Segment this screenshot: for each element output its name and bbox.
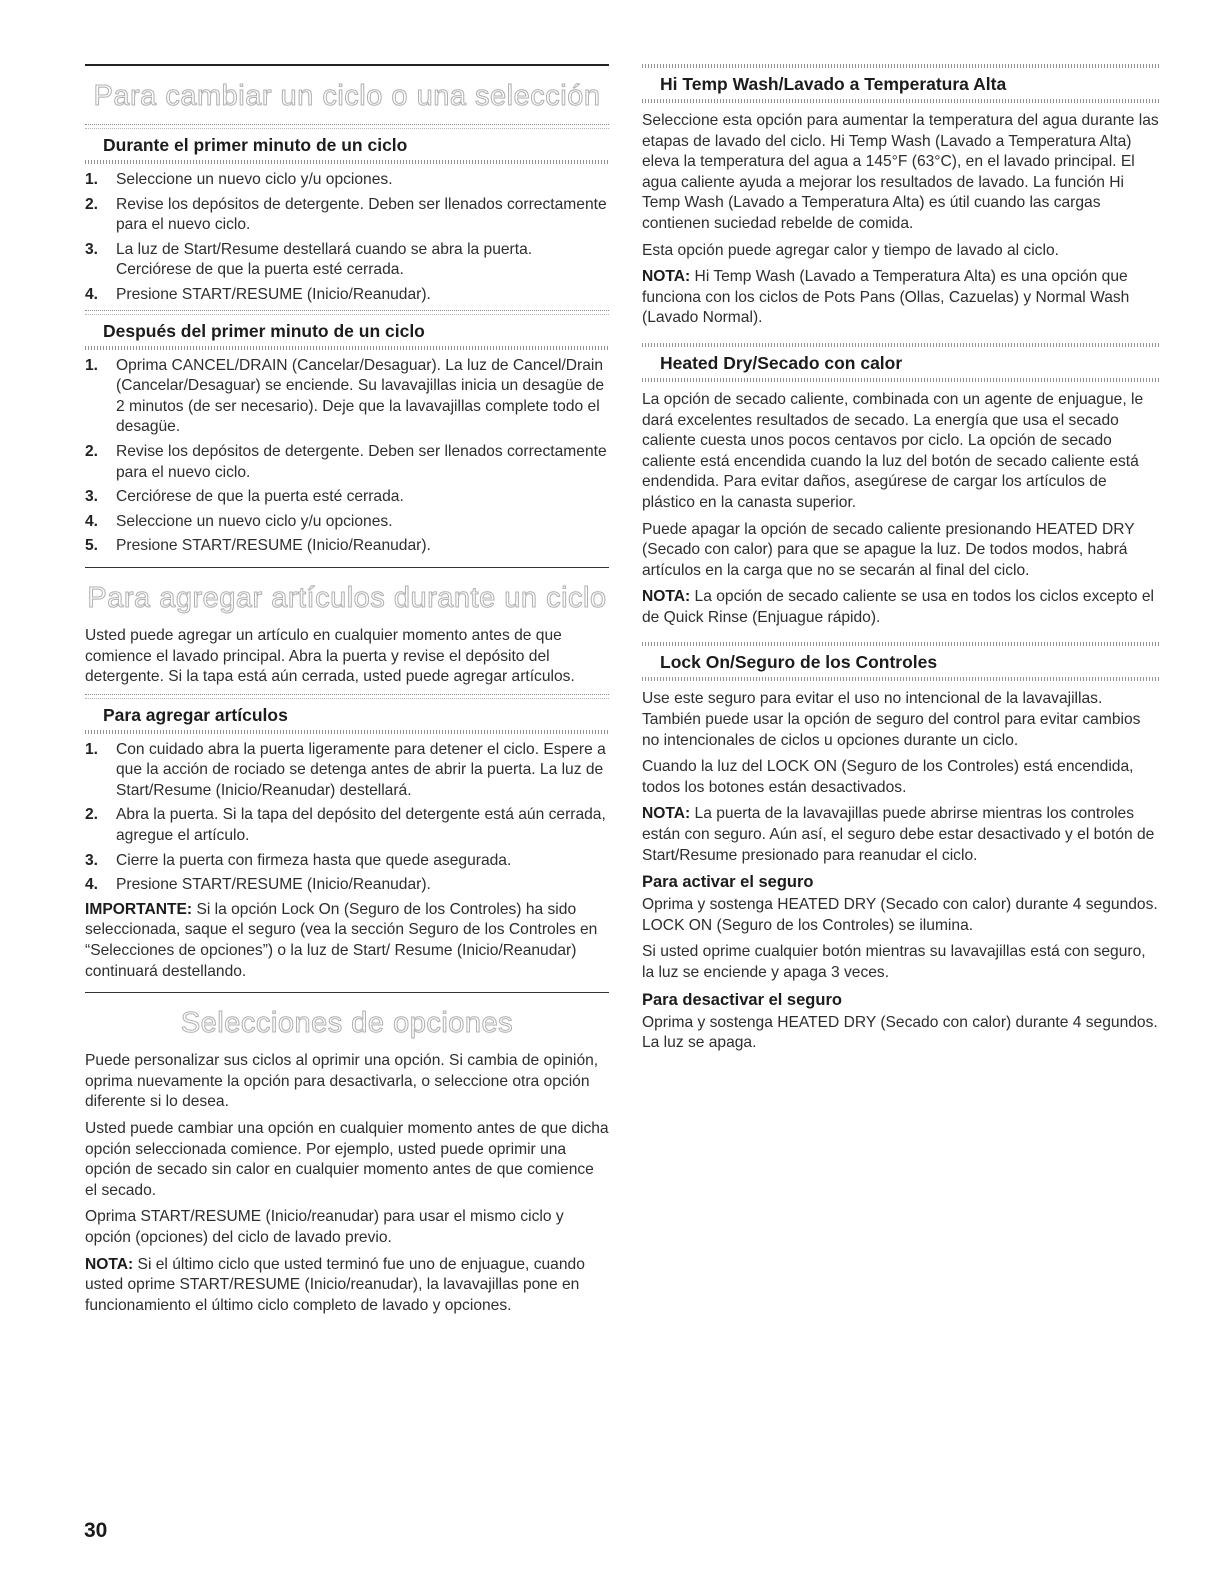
divider-hatched <box>642 64 1160 68</box>
activate-paragraph-1: Oprima y sostenga HEATED DRY (Secado con calor) durante 4 segundos. LOCK ON (Seguro de los Controles) se ilumina. <box>642 896 1158 934</box>
divider-hatched <box>85 730 609 734</box>
subheading-add-items: Para agregar artículos <box>103 704 288 725</box>
lock-paragraph-1: Use este seguro para evitar el uso no intencional de la lavavajillas. También puede usar la opción de seguro del control para evitar cambios no intencionales de ciclos u opciones durante un ciclo. <box>642 690 1141 749</box>
important-note: IMPORTANTE: Si la opción Lock On (Seguro de los Controles) ha sido seleccionada, saque el seguro (vea la sección Seguro de los Controles en “Selecciones de opciones”) o la luz de Start/ Resume (Inicio/Reanudar) continuará destellando. <box>85 900 598 980</box>
hi-temp-note: NOTA: Hi Temp Wash (Lavado a Temperatura Alta) es una opción que funciona con los ciclos de Pots Pans (Ollas, Cazuelas) y Normal Wash (Lavado Normal). <box>642 268 1130 327</box>
section-divider <box>85 992 609 993</box>
hi-temp-paragraph-1: Seleccione esta opción para aumentar la temperatura del agua durante las etapas de lavado del ciclo. Hi Temp Wash (Lavado a Temperatura Alta) eleva la temperatura del agua a 145°F (63°C), en el lavado principal. El agua caliente ayuda a mejorar los resultados de lavado. La función Hi Temp Wash (Lavado a Temperatura Alta) es útil cuando las cargas contienen suciedad rebelde de comida. <box>642 112 1159 232</box>
options-note: NOTA: Si el último ciclo que usted terminó fue uno de enjuague, cuando usted oprime START/RESUME (Inicio/reanudar), la lavavajillas pone en funcionamiento el último ciclo completo de lavado y opciones. <box>85 1255 585 1314</box>
heated-dry-paragraph-2: Puede apagar la opción de secado caliente presionando HEATED DRY (Secado con calor) para que se apague la luz. De todos modos, habrá artículos en la carga que no se secarán al final del ciclo. <box>642 520 1135 579</box>
steps-after-first-minute <box>85 356 609 557</box>
divider-dotted <box>85 124 609 129</box>
heated-dry-note: NOTA: La opción de secado caliente se usa en todos los ciclos excepto el de Quick Rinse (Enjuague rápido). <box>642 588 1154 626</box>
options-paragraph-1: Puede personalizar sus ciclos al oprimir una opción. Si cambia de opinión, oprima nuevamente la opción para desactivarla, o seleccione otra opción diferente si lo desea. <box>85 1052 599 1111</box>
divider-dotted <box>85 694 609 699</box>
lock-note: NOTA: La puerta de la lavavajillas puede abrirse mientras los controles están con seguro. Aún así, el seguro debe estar desactivado y el botón de Start/Resume presionado para reanudar el ciclo. <box>642 805 1155 864</box>
heading-activate-lock: Para activar el seguro <box>642 873 814 892</box>
section-title-option-selections: Selecciones de opciones <box>180 1007 514 1040</box>
left-column <box>85 64 609 1322</box>
subheading-first-minute: Durante el primer minuto de un ciclo <box>103 135 408 155</box>
list-item: 3. Cierre la puerta con firmeza hasta que quede asegurada. <box>85 851 512 869</box>
list-item: 4. Presione START/RESUME (Inicio/Reanudar). <box>85 876 431 894</box>
section-title-change-cycle: Para cambiar un ciclo o una selección <box>93 80 601 112</box>
page-number: 30 <box>84 1519 108 1542</box>
list-item: 2. Revise los depósitos de detergente. Deben ser llenados correctamente para el nuevo ciclo. <box>85 442 607 481</box>
divider-hatched <box>642 99 1160 103</box>
activate-paragraph-2: Si usted oprime cualquier botón mientras su lavavajillas está con seguro, la luz se enciende y apaga 3 veces. <box>642 943 1146 981</box>
section-divider <box>85 567 609 568</box>
subheading-after-first-minute: Después del primer minuto de un ciclo <box>103 320 425 341</box>
list-item: 1. Seleccione un nuevo ciclo y/u opciones. <box>85 171 393 188</box>
options-paragraph-2: Usted puede cambiar una opción en cualquier momento antes de que dicha opción seleccionada comience. Por ejemplo, usted puede oprimir una opción de secado sin calor en cualquier momento antes de que comience el secado. <box>85 1120 609 1199</box>
divider-hatched <box>642 343 1160 347</box>
list-item: 3. La luz de Start/Resume destellará cuando se abra la puerta. Cerciórese de que la puerta esté cerrada. <box>85 240 533 279</box>
heading-hi-temp-wash: Hi Temp Wash/Lavado a Temperatura Alta <box>660 74 1007 94</box>
options-paragraph-3: Oprima START/RESUME (Inicio/reanudar) para usar el mismo ciclo y opción (opciones) del ciclo de lavado previo. <box>85 1208 564 1246</box>
hi-temp-paragraph-2: Esta opción puede agregar calor y tiempo de lavado al ciclo. <box>642 241 1059 259</box>
divider-hatched <box>642 677 1160 681</box>
divider-hatched <box>642 378 1160 382</box>
list-item: 5. Presione START/RESUME (Inicio/Reanudar). <box>85 537 431 555</box>
divider-hatched <box>85 160 609 164</box>
list-item: 1. Oprima CANCEL/DRAIN (Cancelar/Desaguar). La luz de Cancel/Drain (Cancelar/Desaguar) se enciende. Su lavavajillas inicia un desagüe de 2 minutos (de ser necesario). Deje que la lavavajillas complete todo el desagüe. <box>85 356 605 436</box>
heading-lock-on: Lock On/Seguro de los Controles <box>660 652 938 673</box>
heated-dry-paragraph-1: La opción de secado caliente, combinada con un agente de enjuague, le dará excelentes resultados de secado. La energía que usa el secado caliente cuesta unos pocos centavos por ciclo. La opción de secado caliente está encendida cuando la luz del botón de secado caliente está endendida. Para evitar daños, asegúrese de cargar los artículos de plástico en la canasta superior. <box>642 390 1144 511</box>
steps-first-minute <box>85 170 609 306</box>
steps-add-items <box>85 740 609 896</box>
list-item: 3. Cerciórese de que la puerta esté cerrada. <box>85 488 404 506</box>
lock-paragraph-2: Cuando la luz del LOCK ON (Seguro de los Controles) está encendida, todos los botones están desactivados. <box>642 758 1134 796</box>
list-item: 1. Con cuidado abra la puerta ligeramente para detener el ciclo. Espere a que la acción de rociado se detenga antes de abrir la puerta. La luz de Start/Resume (Inicio/Reanudar) destellará. <box>85 740 606 799</box>
list-item: 4. Seleccione un nuevo ciclo y/u opciones. <box>85 512 393 530</box>
section-title-add-items: Para agregar artículos durante un ciclo <box>87 581 607 614</box>
heading-deactivate-lock: Para desactivar el seguro <box>642 990 842 1009</box>
add-items-intro: Usted puede agregar un artículo en cualquier momento antes de que comience el lavado principal. Abra la puerta y revise el depósito del detergente. Si la tapa está aún cerrada, usted puede agregar artículos. <box>85 626 575 686</box>
list-item: 2. Abra la puerta. Si la tapa del depósito del detergente está aún cerrada, agregue el artículo. <box>85 806 606 845</box>
heading-heated-dry: Heated Dry/Secado con calor <box>660 352 903 373</box>
list-item: 4. Presione START/RESUME (Inicio/Reanudar). <box>85 285 431 303</box>
deactivate-paragraph-1: Oprima y sostenga HEATED DRY (Secado con calor) durante 4 segundos. La luz se apaga. <box>642 1013 1158 1052</box>
top-rule <box>85 64 609 66</box>
divider-dotted <box>85 310 609 315</box>
divider-hatched <box>642 642 1160 646</box>
list-item: 2. Revise los depósitos de detergente. Deben ser llenados correctamente para el nuevo ciclo. <box>85 195 607 234</box>
right-column <box>642 64 1160 1060</box>
divider-hatched <box>85 346 609 350</box>
